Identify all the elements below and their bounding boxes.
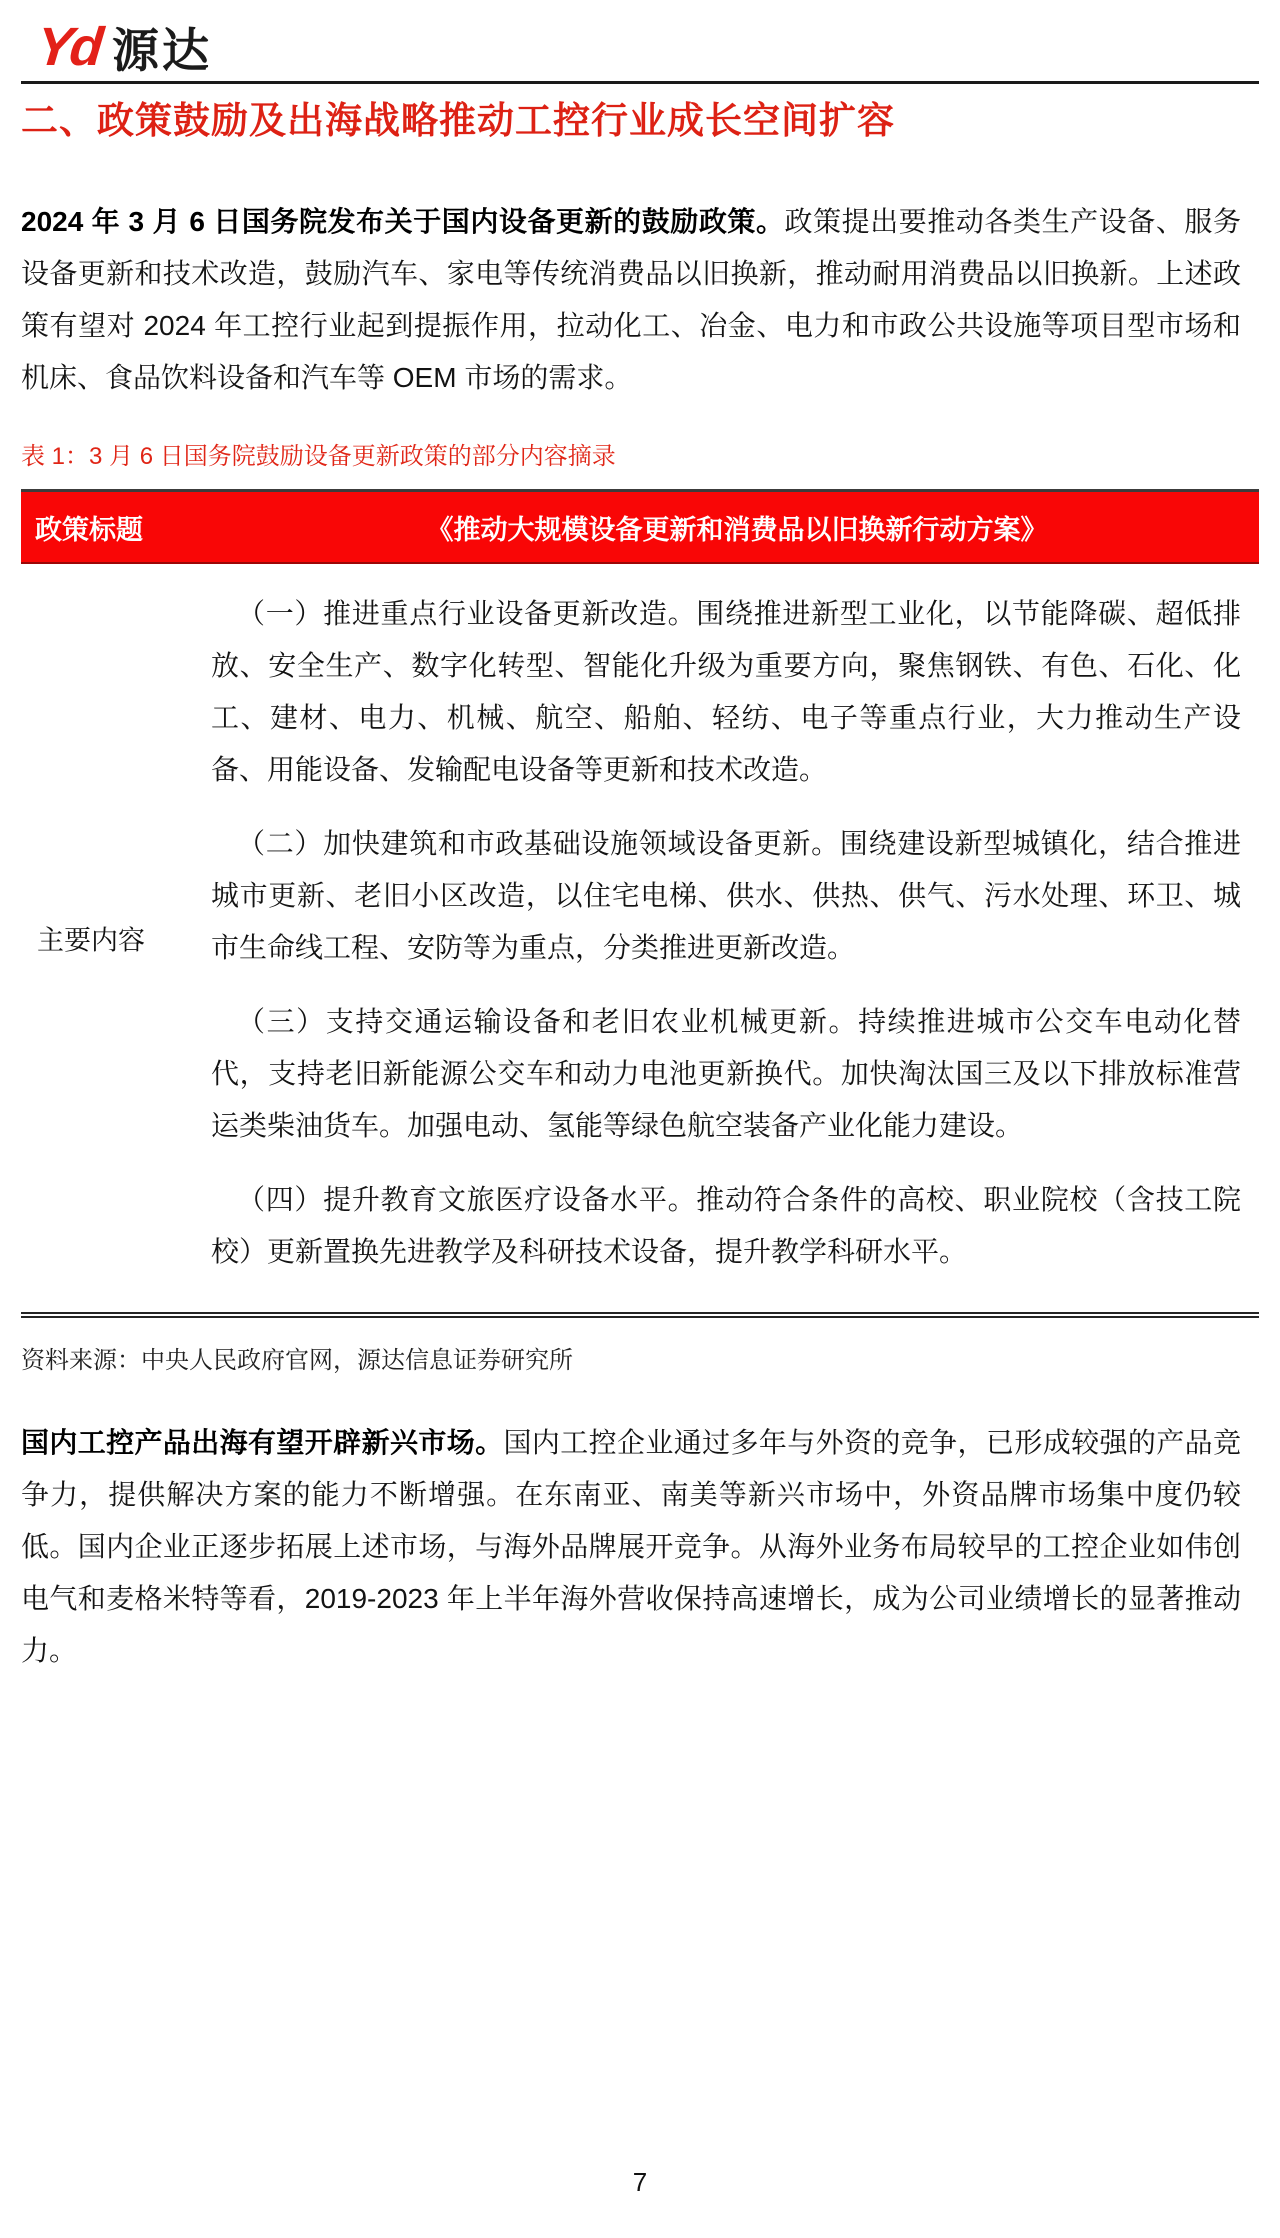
policy-item-2: （二）加快建筑和市政基础设施领域设备更新。围绕建设新型城镇化，结合推进城市更新、老旧小区改造，以住宅电梯、供水、供热、供气、污水处理、环卫、城市生命线工程、安防等为重点，分类推进更新改造。 <box>211 828 1241 964</box>
policy-table-header-title: 《推动大规模设备更新和消费品以旧换新行动方案》 <box>426 514 1048 545</box>
policy-table-bottom-rule <box>21 1312 1259 1318</box>
policy-table <box>21 489 1259 1318</box>
policy-table-body <box>21 564 1259 1312</box>
logo-company-name: 源达 <box>112 24 213 77</box>
policy-table-row-label: 主要内容 <box>37 925 145 956</box>
policy-table-header-label: 政策标题 <box>35 514 143 545</box>
policy-item-3: （三）支持交通运输设备和老旧农业机械更新。持续推进城市公交车电动化替代，支持老旧新能源公交车和动力电池更新换代。加快淘汰国三及以下排放标准营运类柴油货车。加强电动、氢能等绿色航空装备产业化能力建设。 <box>211 1006 1241 1142</box>
source-note: 资料来源：中央人民政府官网，源达信息证券研究所 <box>21 1347 573 1375</box>
table-caption: 表 1：3 月 6 日国务院鼓励设备更新政策的部分内容摘录 <box>21 443 616 471</box>
policy-table-items <box>211 588 1241 1278</box>
section-title: 二、政策鼓励及出海战略推动工控行业成长空间扩容 <box>21 100 895 141</box>
policy-table-header <box>21 492 1259 564</box>
logo <box>33 12 1259 77</box>
logo-yd-icon: Yd <box>33 17 104 77</box>
closing-lead-sentence: 国内工控产品出海有望开辟新兴市场。 <box>21 1427 504 1459</box>
intro-paragraph <box>21 196 1241 404</box>
header-divider <box>21 81 1259 84</box>
intro-body-text: 政策提出要推动各类生产设备、服务设备更新和技术改造，鼓励汽车、家电等传统消费品以旧换新，推动耐用消费品以旧换新。上述政策有望对 2024 年工控行业起到提振作用，拉动化工、冶金、电力和市政公共设施等项目型市场和机床、食品饮料设备和汽车等 OEM 市场的需求。 <box>21 206 1241 394</box>
closing-body-text: 国内工控企业通过多年与外资的竞争，已形成较强的产品竞争力，提供解决方案的能力不断增强。在东南亚、南美等新兴市场中，外资品牌市场集中度仍较低。国内企业正逐步拓展上述市场，与海外品牌展开竞争。从海外业务布局较早的工控企业如伟创电气和麦格米特等看，2019-2023 年上半年海外营收保持高速增长，成为公司业绩增长的显著推动力。 <box>21 1427 1241 1667</box>
policy-item-1: （一）推进重点行业设备更新改造。围绕推进新型工业化，以节能降碳、超低排放、安全生产、数字化转型、智能化升级为重要方向，聚焦钢铁、有色、石化、化工、建材、电力、机械、航空、船舶、轻纺、电子等重点行业，大力推动生产设备、用能设备、发输配电设备等更新和技术改造。 <box>211 598 1241 786</box>
intro-lead-sentence: 2024 年 3 月 6 日国务院发布关于国内设备更新的鼓励政策。 <box>21 206 785 238</box>
policy-item-4: （四）提升教育文旅医疗设备水平。推动符合条件的高校、职业院校（含技工院校）更新置换先进教学及科研技术设备，提升教学科研水平。 <box>211 1184 1241 1268</box>
page-number: 7 <box>632 2167 648 2197</box>
closing-paragraph <box>21 1417 1241 1677</box>
